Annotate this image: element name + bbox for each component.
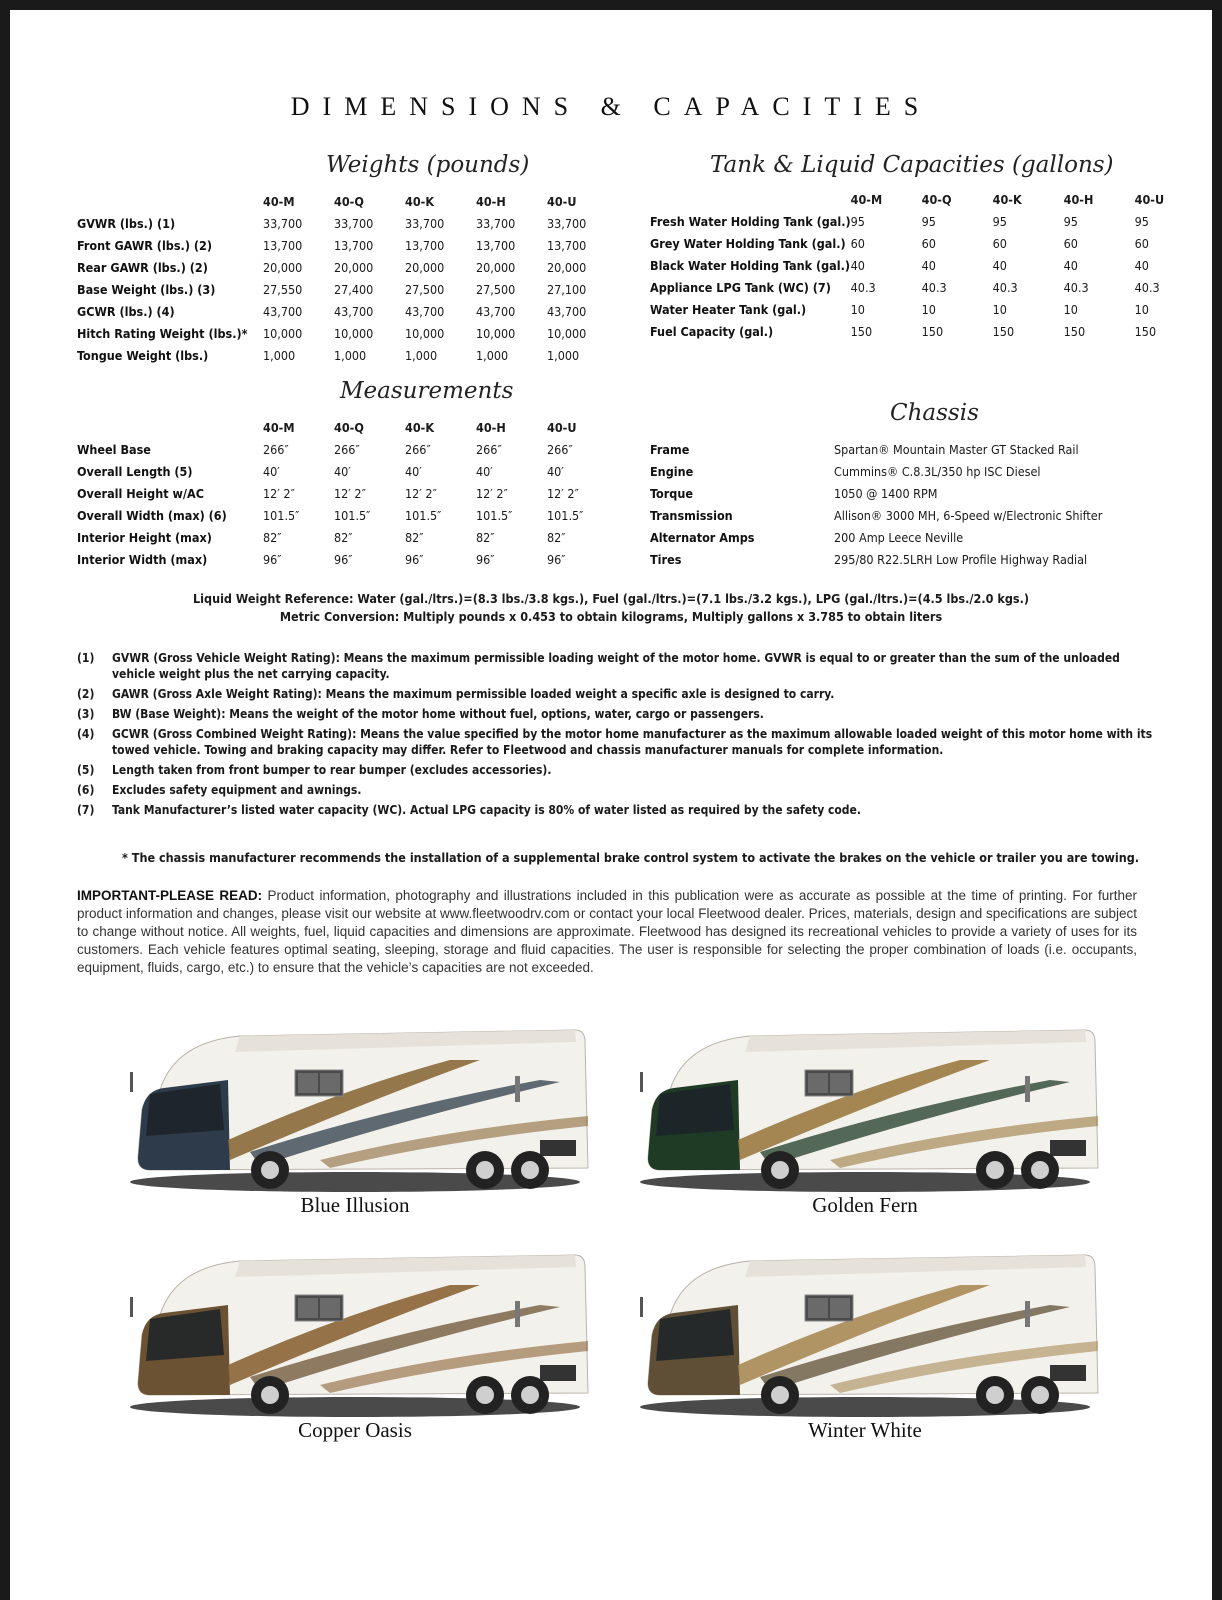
cell-value: 40.3 [850,279,876,295]
cell-value: 13,700 [263,237,303,253]
column-header-40-h: 40-H [476,193,506,209]
cell-value: 10 [850,301,865,317]
table-row [77,504,618,526]
tanks-heading: Tank & Liquid Capacities (gallons) [710,152,1114,178]
cell-value: 96″ [547,551,566,567]
cell-value: 12′ 2″ [405,485,437,501]
chassis-value: 295/80 R22.5LRH Low Profile Highway Radial [834,551,1088,567]
column-header-40-h: 40-H [1063,191,1094,207]
cell-value: 33,700 [547,215,587,231]
table-row [650,210,1206,232]
cell-value: 101.5″ [405,507,442,523]
footnote-number: (1) [77,651,95,665]
column-header-40-k: 40-K [992,191,1022,207]
weights-header-row [77,190,618,212]
cell-value: 40′ [263,463,280,479]
cell-value: 40.3 [1063,279,1089,295]
cell-value: 1,000 [547,347,580,363]
row-label: GCWR (lbs.) (4) [77,303,175,319]
cell-value: 150 [1063,323,1086,339]
cell-value: 40.3 [921,279,947,295]
cell-value: 96″ [334,551,353,567]
column-header-40-q: 40-Q [334,419,364,435]
row-label: Fuel Capacity (gal.) [650,323,774,339]
cell-value: 43,700 [334,303,374,319]
liquid-weight-reference: Liquid Weight Reference: Water (gal./ltrs.)=(8.3 lbs./3.8 kgs.), Fuel (gal./ltrs.)=(7.1 lbs./3.2 kgs.), LPG (gal./ltrs.)=(4.5 lbs./2.0 kgs.) [193,591,1029,606]
table-row [650,482,1102,504]
brochure-page [10,10,1212,1600]
tanks-table [650,188,1206,342]
important-text: Product information, photography and illustrations included in this publication were as accurate as possible at the time of printing. For further product information and changes, please visit our website at www.fleetwoodrv.com or contact your local Fleetwood dealer. Prices, materials, design and specifications are subject to change without notice. All weights, fuel, liquid capacities and dimensions are approximate. Fleetwood has designed its recreational vehicles to provide a variety of uses for its customers. Each vehicle features optimal seating, sleeping, storage and fluid capacities. The user is responsible for selecting the proper combination of loads (i.e. occupants, equipment, fluids, cargo, etc.) to ensure that the vehicle’s capacities are not exceeded. [77,888,1137,975]
cell-value: 20,000 [405,259,445,275]
cell-value: 60 [921,235,936,251]
cell-value: 33,700 [334,215,374,231]
table-row [77,212,618,234]
chassis-label: Torque [650,485,693,501]
chassis-label: Transmission [650,507,733,523]
table-row [77,438,618,460]
cell-value: 82″ [405,529,424,545]
cell-value: 60 [992,235,1007,251]
footnote-text: Excludes safety equipment and awnings. [112,783,362,797]
cell-value: 95 [850,213,865,229]
column-header-40-q: 40-Q [334,193,364,209]
metric-conversion: Metric Conversion: Multiply pounds x 0.453 to obtain kilograms, Multiply gallons x 3.785 to obtain liters [279,609,943,624]
cell-value: 82″ [476,529,495,545]
column-header-40-u: 40-U [547,193,577,209]
cell-value: 82″ [334,529,353,545]
table-row [650,298,1206,320]
motorhome-image [120,1245,590,1425]
weights-heading: Weights (pounds) [326,152,530,178]
cell-value: 13,700 [476,237,516,253]
chassis-value: Allison® 3000 MH, 6-Speed w/Electronic Shifter [834,507,1103,523]
table-row [77,256,618,278]
cell-value: 40 [1063,257,1078,273]
cell-value: 43,700 [405,303,445,319]
footnote [77,650,1157,682]
cell-value: 27,500 [405,281,445,297]
footnote-text: BW (Base Weight): Means the weight of the motor home without fuel, options, water, cargo or passengers. [112,707,764,721]
footnote-number: (5) [77,763,95,777]
row-label: Hitch Rating Weight (lbs.)* [77,325,248,341]
table-row [650,460,1102,482]
table-row [650,276,1206,298]
header-blank [650,188,851,210]
chassis-value: Cummins® C.8.3L/350 hp ISC Diesel [834,463,1041,479]
chassis-label: Engine [650,463,694,479]
cell-value: 266″ [476,441,502,457]
cell-value: 43,700 [476,303,516,319]
footnote-text: GAWR (Gross Axle Weight Rating): Means the maximum permissible loaded weight a specific axle is designed to carry. [112,687,835,701]
table-row [650,320,1206,342]
motorhome-image [630,1245,1100,1425]
cell-value: 27,400 [334,281,374,297]
cell-value: 33,700 [405,215,445,231]
header-blank [77,190,263,212]
cell-value: 150 [921,323,944,339]
cell-value: 96″ [476,551,495,567]
cell-value: 40 [992,257,1007,273]
cell-value: 10,000 [476,325,516,341]
cell-value: 43,700 [263,303,303,319]
cell-value: 10 [1134,301,1149,317]
important-notice [77,887,1137,977]
column-header-40-u: 40-U [1134,191,1165,207]
column-header-40-k: 40-K [405,419,435,435]
cell-value: 13,700 [405,237,445,253]
table-row [650,254,1206,276]
cell-value: 101.5″ [263,507,300,523]
cell-value: 1,000 [476,347,509,363]
table-row [77,344,618,366]
cell-value: 40.3 [992,279,1018,295]
cell-value: 95 [1063,213,1078,229]
cell-value: 10,000 [334,325,374,341]
column-header-40-k: 40-K [405,193,435,209]
cell-value: 12′ 2″ [476,485,508,501]
row-label: Black Water Holding Tank (gal.) [650,257,851,273]
row-label: Water Heater Tank (gal.) [650,301,807,317]
color-scheme-caption: Winter White [808,1418,922,1442]
row-label: Overall Height w/AC [77,485,204,501]
cell-value: 40 [1134,257,1149,273]
footnote [77,762,1157,778]
cell-value: 266″ [547,441,573,457]
row-label: Tongue Weight (lbs.) [77,347,209,363]
cell-value: 40′ [476,463,493,479]
row-label: Overall Length (5) [77,463,193,479]
cell-value: 266″ [263,441,289,457]
cell-value: 10 [921,301,936,317]
cell-value: 82″ [547,529,566,545]
cell-value: 95 [1134,213,1149,229]
cell-value: 96″ [405,551,424,567]
cell-value: 40.3 [1134,279,1160,295]
footnote-text: GCWR (Gross Combined Weight Rating): Means the value specified by the motor home manufacturer as the maximum allowable loaded weight of this motor home with its towed vehicle. Towing and braking capacity may differ. Refer to Fleetwood and chassis manufacturer manuals for complete information. [112,727,1153,757]
cell-value: 60 [1134,235,1149,251]
cell-value: 150 [1134,323,1157,339]
cell-value: 20,000 [547,259,587,275]
cell-value: 95 [992,213,1007,229]
chassis-label: Frame [650,441,690,457]
cell-value: 10 [1063,301,1078,317]
footnote [77,726,1157,758]
column-header-40-q: 40-Q [921,191,952,207]
cell-value: 40′ [405,463,422,479]
footnotes [77,650,1157,822]
chassis-label: Tires [650,551,682,567]
cell-value: 43,700 [547,303,587,319]
chassis-label: Alternator Amps [650,529,755,545]
footnote-number: (4) [77,727,95,741]
cell-value: 10,000 [263,325,303,341]
cell-value: 101.5″ [334,507,371,523]
table-row [77,300,618,322]
color-scheme-caption: Blue Illusion [300,1193,410,1217]
cell-value: 40′ [334,463,351,479]
cell-value: 101.5″ [547,507,584,523]
table-row [77,482,618,504]
row-label: Interior Height (max) [77,529,212,545]
footnote [77,802,1157,818]
table-row [77,548,618,570]
table-row [77,278,618,300]
cell-value: 10 [992,301,1007,317]
column-header-40-u: 40-U [547,419,577,435]
cell-value: 33,700 [263,215,303,231]
cell-value: 12′ 2″ [334,485,366,501]
important-lead: IMPORTANT-PLEASE READ: [77,888,263,903]
footnote-text: Length taken from front bumper to rear bumper (excludes accessories). [112,763,552,777]
column-header-40-m: 40-M [263,193,295,209]
row-label: Wheel Base [77,441,151,457]
cell-value: 12′ 2″ [263,485,295,501]
chassis-value: 1050 @ 1400 RPM [834,485,938,501]
cell-value: 10,000 [405,325,445,341]
cell-value: 60 [850,235,865,251]
row-label: Grey Water Holding Tank (gal.) [650,235,846,251]
footnote-text: GVWR (Gross Vehicle Weight Rating): Means the maximum permissible loading weight of the motor home. GVWR is equal to or greater than the sum of the unloaded vehicle weight plus the net carrying capacity. [112,651,1120,681]
cell-value: 101.5″ [476,507,513,523]
header-blank [77,416,263,438]
cell-value: 13,700 [334,237,374,253]
color-scheme-caption: Copper Oasis [298,1418,412,1442]
cell-value: 82″ [263,529,282,545]
measurements-header-row [77,416,618,438]
cell-value: 266″ [334,441,360,457]
page-title: DIMENSIONS & CAPACITIES [290,92,932,121]
footnote [77,706,1157,722]
column-header-40-m: 40-M [850,191,883,207]
table-row [650,438,1102,460]
cell-value: 10,000 [547,325,587,341]
cell-value: 20,000 [263,259,303,275]
chassis-table [650,438,1102,570]
cell-value: 1,000 [334,347,367,363]
table-row [77,234,618,256]
motorhome-image [120,1020,590,1200]
cell-value: 96″ [263,551,282,567]
row-label: Front GAWR (lbs.) (2) [77,237,212,253]
footnote-number: (2) [77,687,95,701]
cell-value: 95 [921,213,936,229]
row-label: Fresh Water Holding Tank (gal.) [650,213,851,229]
footnote-number: (7) [77,803,95,817]
cell-value: 20,000 [476,259,516,275]
cell-value: 266″ [405,441,431,457]
row-label: Appliance LPG Tank (WC) (7) [650,279,831,295]
table-row [650,504,1102,526]
footnote-number: (3) [77,707,95,721]
column-header-40-m: 40-M [263,419,295,435]
weights-table [77,190,618,366]
cell-value: 150 [992,323,1015,339]
footnote-number: (6) [77,783,95,797]
cell-value: 27,550 [263,281,303,297]
cell-value: 40′ [547,463,564,479]
brake-control-note: * The chassis manufacturer recommends the installation of a supplemental brake control system to activate the brakes on the vehicle or trailer you are towing. [122,850,1140,865]
cell-value: 33,700 [476,215,516,231]
cell-value: 20,000 [334,259,374,275]
cell-value: 27,100 [547,281,587,297]
row-label: Overall Width (max) (6) [77,507,227,523]
table-row [650,548,1102,570]
footnote-text: Tank Manufacturer’s listed water capacity (WC). Actual LPG capacity is 80% of water listed as required by the safety code. [112,803,861,817]
cell-value: 150 [850,323,873,339]
cell-value: 40 [921,257,936,273]
cell-value: 60 [1063,235,1078,251]
cell-value: 40 [850,257,865,273]
cell-value: 1,000 [405,347,438,363]
measurements-heading: Measurements [340,378,514,404]
chassis-value: 200 Amp Leece Neville [834,529,964,545]
table-row [650,526,1102,548]
row-label: Rear GAWR (lbs.) (2) [77,259,208,275]
tanks-header-row [650,188,1206,210]
table-row [77,460,618,482]
row-label: Base Weight (lbs.) (3) [77,281,216,297]
column-header-40-h: 40-H [476,419,506,435]
cell-value: 1,000 [263,347,296,363]
row-label: GVWR (lbs.) (1) [77,215,176,231]
measurements-table [77,416,618,570]
table-row [77,322,618,344]
cell-value: 12′ 2″ [547,485,579,501]
color-scheme-caption: Golden Fern [812,1193,918,1217]
footnote [77,782,1157,798]
footnote [77,686,1157,702]
table-row [650,232,1206,254]
chassis-heading: Chassis [890,400,979,426]
row-label: Interior Width (max) [77,551,208,567]
motorhome-image [630,1020,1100,1200]
cell-value: 27,500 [476,281,516,297]
table-row [77,526,618,548]
chassis-value: Spartan® Mountain Master GT Stacked Rail [834,441,1079,457]
cell-value: 13,700 [547,237,587,253]
